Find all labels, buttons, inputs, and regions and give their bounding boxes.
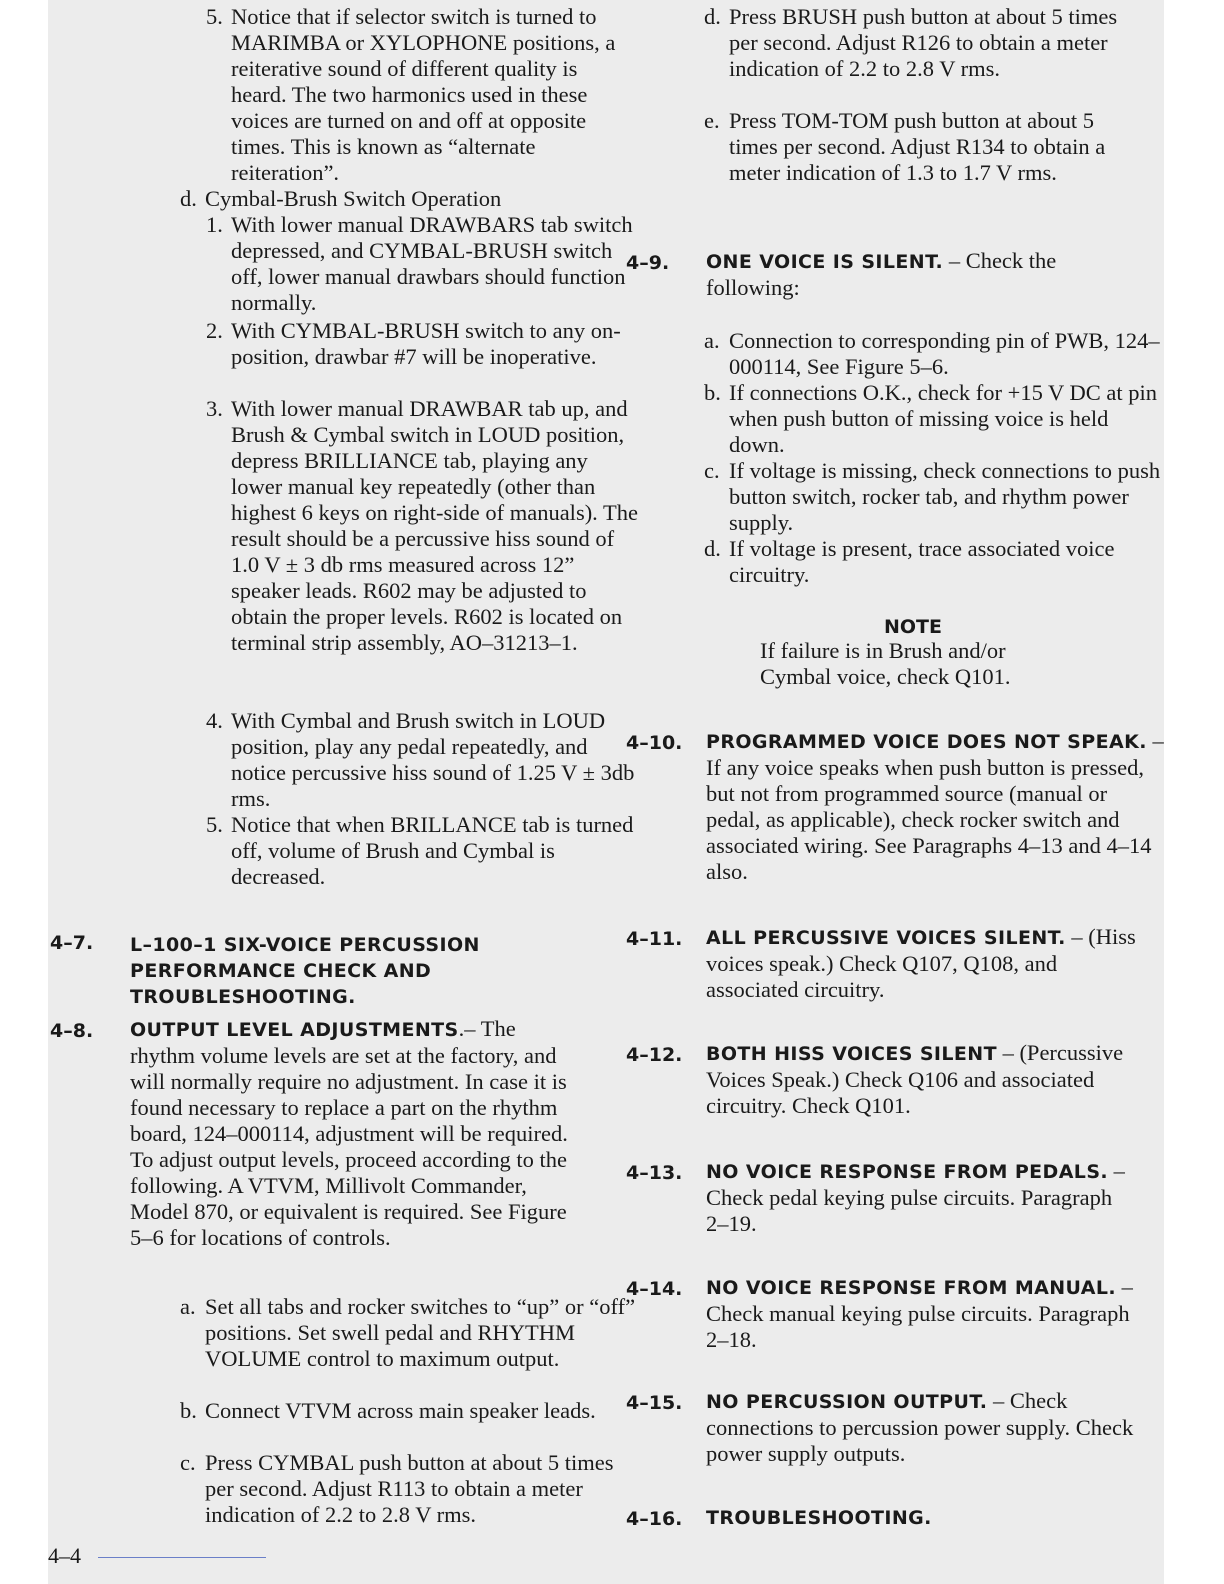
item-text: Press CYMBAL push button at about 5 times per second. Adjust R113 to obtain a meter indication of 2.2 to 2.8 V rms. [205,1450,614,1527]
list-item [180,186,638,212]
list-item [180,1398,638,1424]
section-text: – Check connections to percussion power supply. Check power supply outputs. [706,1388,1134,1466]
section-heading: NO VOICE RESPONSE FROM PEDALS. [706,1161,1109,1183]
list-item [206,396,638,656]
item-text: With lower manual DRAWBAR tab up, and Brush & Cymbal switch in LOUD position, depress BRILLIANCE tab, playing any lower manual key repeatedly (other than highest 6 keys on right-side of manuals). The result should be a percussive hiss sound of 1.0 V ± 3 db rms measured across 12” speaker leads. R602 may be adjusted to obtain the proper levels. R602 is located on terminal strip assembly, AO–31213–1. [231,396,639,655]
section-heading: OUTPUT LEVEL ADJUSTMENTS [130,1019,459,1041]
item-number: d. [704,536,721,561]
item-text: With lower manual DRAWBARS tab switch depressed, and CYMBAL-BRUSH switch off, lower manual drawbars should function normally. [231,212,633,315]
section-body [706,1274,1136,1353]
section-4-7 [50,932,580,1010]
list-item [206,708,638,812]
section-heading: L–100–1 SIX-VOICE PERCUSSION PERFORMANCE CHECK AND TROUBLESHOOTING. [130,934,480,1008]
section-number: 4–8. [50,1020,94,1042]
item-number: 3. [206,396,223,421]
section-heading: ONE VOICE IS SILENT. [706,251,944,273]
section-body [706,728,1166,885]
section-body [706,248,1146,301]
item-text: Cymbal-Brush Switch Operation [205,186,502,211]
item-number: a. [180,1294,196,1319]
section-body [706,1388,1166,1467]
item-text: If voltage is present, trace associated voice circuitry. [729,536,1115,587]
section-4-12 [626,1040,1166,1119]
section-heading: BOTH HISS VOICES SILENT [706,1043,997,1065]
item-number: d. [704,4,721,29]
section-heading: PROGRAMMED VOICE DOES NOT SPEAK. [706,731,1147,753]
item-text: Connect VTVM across main speaker leads. [205,1398,596,1423]
item-text: Press TOM-TOM push button at about 5 times per second. Adjust R134 to obtain a meter indication of 1.3 to 1.7 V rms. [729,108,1106,185]
item-number: 1. [206,212,223,237]
section-number: 4–16. [626,1508,683,1530]
item-text: If connections O.K., check for +15 V DC at pin when push button of missing voice is held down. [729,380,1158,457]
section-body [706,1040,1156,1119]
section-body [706,924,1146,1003]
item-number: c. [180,1450,196,1475]
section-heading: TROUBLESHOOTING. [706,1507,932,1529]
section-text: .– The rhythm volume levels are set at the factory, and will normally require no adjustment. In case it is found necessary to replace a part on the rhythm board, 124–000114, adjustment will be required. To adjust output levels, proceed according to the following. A VTVM, Millivolt Commander, Model 870, or equivalent is required. See Figure 5–6 for locations of controls. [130,1016,568,1250]
item-number: 5. [206,4,223,29]
section-text: – (Hiss voices speak.) Check Q107, Q108, and associated circuitry. [706,924,1136,1002]
section-heading: NO VOICE RESPONSE FROM MANUAL. [706,1277,1117,1299]
section-body [130,1016,580,1251]
item-number: 4. [206,708,223,733]
section-4-14 [626,1274,1166,1353]
item-number: c. [704,458,720,483]
note-text: If failure is in Brush and/or Cymbal voice, check Q101. [760,638,1011,689]
list-item [704,536,1164,588]
section-number: 4–9. [626,252,670,274]
section-4-15 [626,1388,1166,1467]
list-item [704,4,1124,82]
section-text: – (Percussive Voices Speak.) Check Q106 and associated circuitry. Check Q101. [706,1040,1124,1118]
section-text: – Check pedal keying pulse circuits. Paragraph 2–19. [706,1158,1125,1236]
note-heading: NOTE [884,616,942,638]
list-item [206,812,638,890]
section-heading: NO PERCUSSION OUTPUT. [706,1391,988,1413]
list-item [180,1294,638,1372]
section-heading: ALL PERCUSSIVE VOICES SILENT. [706,927,1066,949]
list-item [704,328,1164,380]
section-4-16 [626,1504,1166,1531]
section-number: 4–11. [626,928,683,950]
section-number: 4–7. [50,932,94,954]
item-text: Notice that if selector switch is turned to MARIMBA or XYLOPHONE positions, a reiterative sound of different quality is heard. The two harmonics used in these voices are turned on and off at opposite times. This is known as “alternate reiteration”. [231,4,616,185]
list-item [704,108,1124,186]
list-item [180,1450,638,1528]
item-text: With Cymbal and Brush switch in LOUD position, play any pedal repeatedly, and notice percussive hiss sound of 1.25 V ± 3db rms. [231,708,635,811]
section-4-11 [626,924,1166,1003]
list-item [704,458,1164,536]
section-text: – Check manual keying pulse circuits. Paragraph 2–18. [706,1274,1133,1352]
section-number: 4–12. [626,1044,683,1066]
section-4-13 [626,1158,1166,1237]
item-number: 5. [206,812,223,837]
section-body [706,1504,1156,1531]
note-box [748,616,1068,690]
item-number: b. [704,380,721,405]
item-text: With CYMBAL-BRUSH switch to any on-position, drawbar #7 will be inoperative. [231,318,621,369]
page-number: 4–4 [48,1543,81,1568]
list-item [704,380,1164,458]
section-text: – If any voice speaks when push button is pressed, but not from programmed source (manual or pedal, as applicable), check rocker switch and associated wiring. See Paragraphs 4–13 and 4–14 also. [706,728,1164,884]
section-number: 4–15. [626,1392,683,1414]
item-text: Set all tabs and rocker switches to “up” or “off” positions. Set swell pedal and RHYTHM VOLUME control to maximum output. [205,1294,636,1371]
section-4-8 [50,1016,580,1251]
item-number: 2. [206,318,223,343]
item-text: Notice that when BRILLANCE tab is turned off, volume of Brush and Cymbal is decreased. [231,812,634,889]
list-item [206,212,638,316]
section-body [706,1158,1136,1237]
item-number: d. [180,186,197,211]
section-number: 4–13. [626,1162,683,1184]
section-text: – Check the following: [706,248,1057,300]
footer-rule [98,1557,266,1558]
list-item [206,318,638,370]
section-4-10 [626,728,1166,885]
item-number: a. [704,328,720,353]
section-number: 4–14. [626,1278,683,1300]
item-text: Connection to corresponding pin of PWB, 124–000114, See Figure 5–6. [729,328,1160,379]
item-text: Press BRUSH push button at about 5 times per second. Adjust R126 to obtain a meter indication of 2.2 to 2.8 V rms. [729,4,1118,81]
list-item [206,4,638,186]
section-number: 4–10. [626,732,683,754]
item-text: If voltage is missing, check connections to push button switch, rocker tab, and rhythm power supply. [729,458,1161,535]
document-page [48,0,1164,1584]
item-number: e. [704,108,720,133]
section-4-9 [626,248,1156,301]
item-number: b. [180,1398,197,1423]
